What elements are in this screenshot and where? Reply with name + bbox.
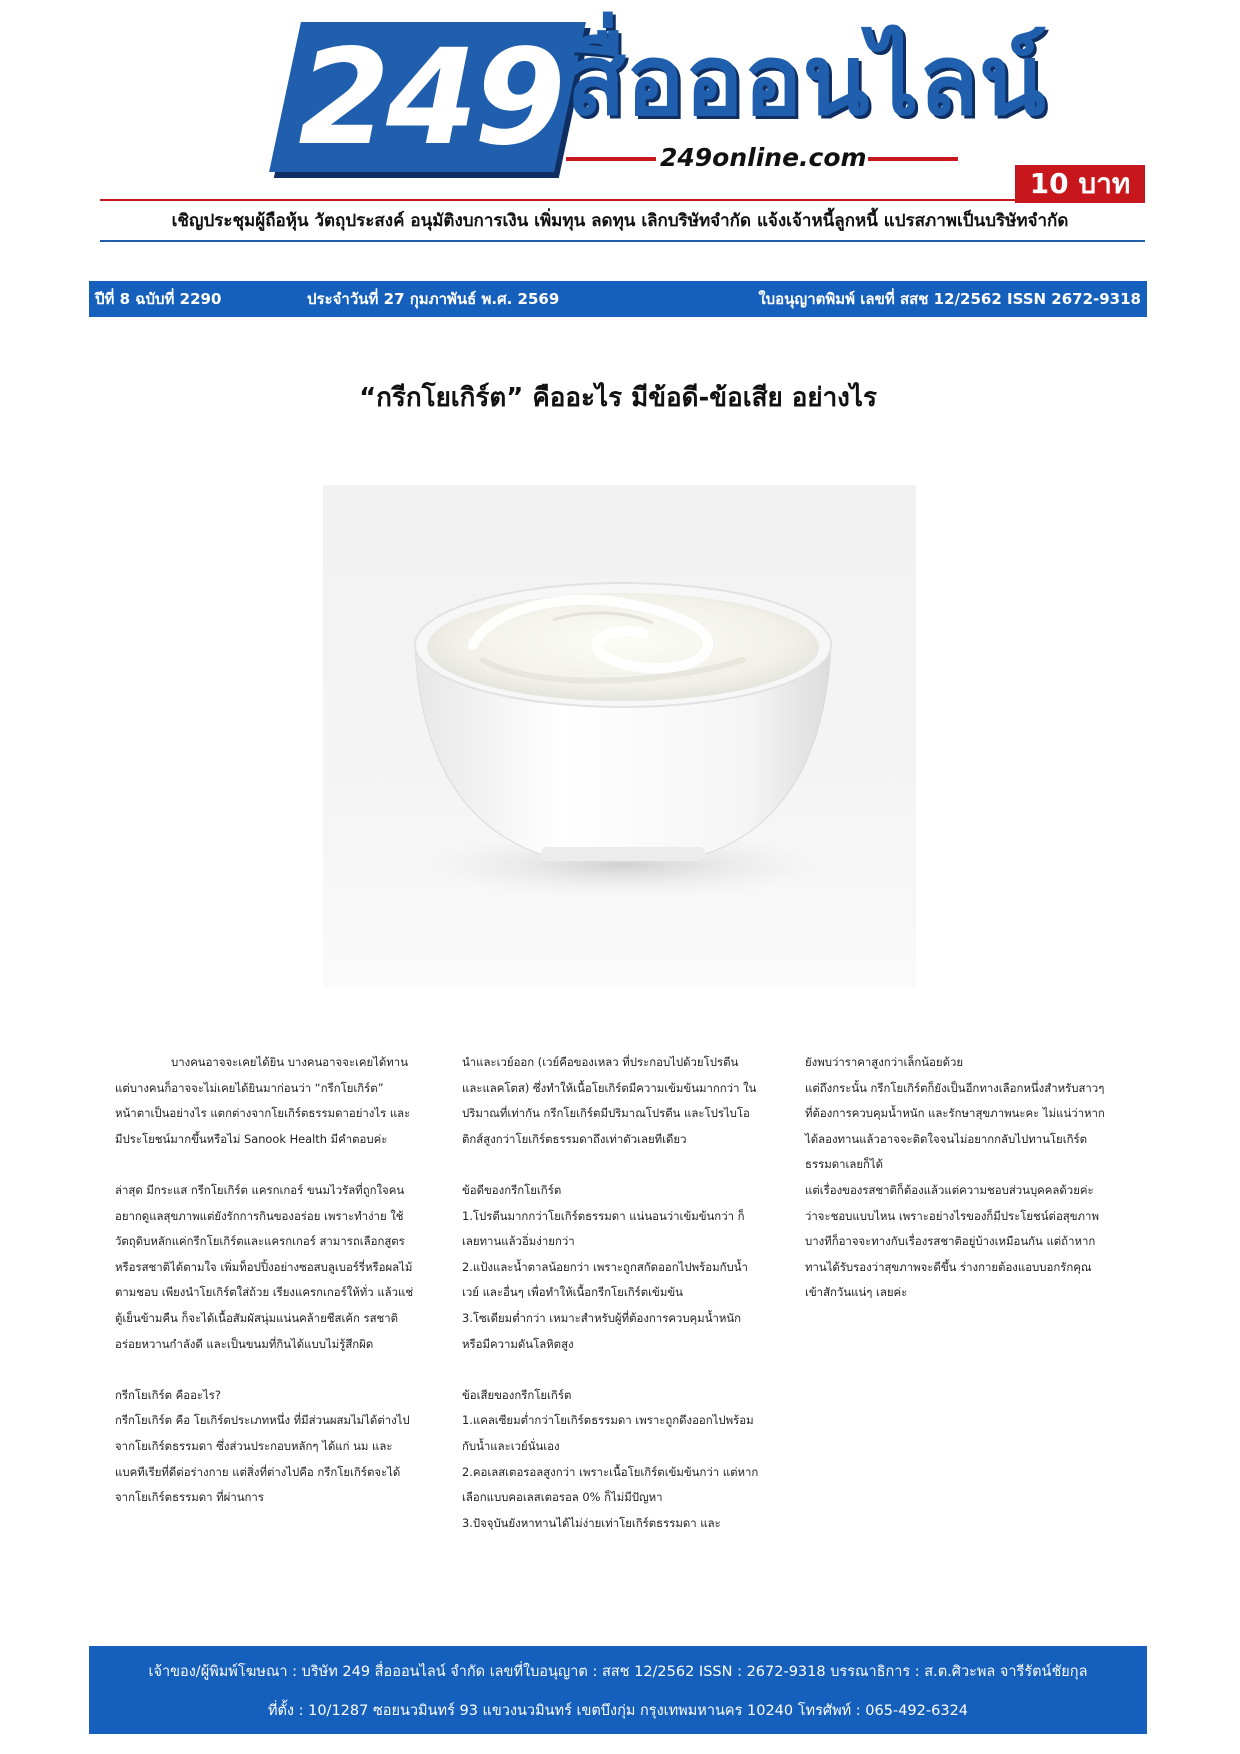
- article-intro: บางคนอาจจะเคยได้ยิน บางคนอาจจะเคยได้ทาน แต่บางคนก็อาจจะไม่เคยได้ยินมาก่อนว่า “กรีกโยเกิร์ต” หน้าตาเป็นอย่างไร แตกต่างจากโยเกิร์ตธรรมดาอย่างไร และมีประโยชน์มากขึ้นหรือไม่ Sanook Health มีคำตอบค่ะ: [115, 1055, 411, 1146]
- article-column-2: [462, 1050, 762, 1536]
- cons-item-3: 3.ปัจจุบันยังหาทานได้ไม่ง่ายเท่าโยเกิร์ตธรรมดา และ: [462, 1515, 721, 1530]
- article-trend-paragraph: ล่าสุด มีกระแส กรีกโยเกิร์ต แครกเกอร์ ขนมไวรัลที่ถูกใจคนอยากดูแลสุขภาพแต่ยังรักการกินของอร่อย เพราะทำง่าย ใช้วัตถุดิบหลักแค่กรีกโยเกิร์ตและแครกเกอร์ สามารถเลือกสูตรหรือรสชาติได้ตามใจ เพิ่มท็อปปิ้งอย่างซอสบลูเบอร์รี่หรือผลไม้ตามชอบ เพียงนำโยเกิร์ตใส่ถ้วย เรียงแครกเกอร์ให้ทั่ว แล้วแช่ตู้เย็นข้ามคืน ก็จะได้เนื้อสัมผัสนุ่มแน่นคล้ายชีสเค้ก รสชาติอร่อยหวานกำลังดี และเป็นขนมที่กินได้แบบไม่รู้สึกผิด: [115, 1182, 414, 1351]
- what-is-heading: กรีกโยเกิร์ต คืออะไร?: [115, 1387, 221, 1402]
- cons-item-1: 1.แคลเซียมต่ำกว่าโยเกิร์ตธรรมดา เพราะถูกดึงออกไปพร้อมกับน้ำและเวย์นั่นเอง: [462, 1413, 754, 1453]
- logo-thai-wordmark: สื่อออนไลน์: [566, 24, 1046, 138]
- logo-domain: 249online.com: [660, 143, 867, 172]
- masthead-tagline: เชิญประชุมผู้ถือหุ้น วัตถุประสงค์ อนุมัติงบการเงิน เพิ่มทุน ลดทุน เลิกบริษัทจำกัด แจ้งเจ้าหนี้ลูกหนี้ แปรสภาพเป็นบริษัทจำกัด: [171, 211, 1069, 231]
- issue-license: ใบอนุญาตพิมพ์ เลขที่ สสช 12/2562 ISSN 2672-9318: [758, 290, 1141, 308]
- masthead-rule-blue: [100, 240, 1145, 242]
- yogurt-bowl-photo: [323, 485, 916, 987]
- pros-heading: ข้อดีของกรีกโยเกิร์ต: [462, 1182, 562, 1197]
- footer-address-line: ที่ตั้ง : 10/1287 ซอยนวมินทร์ 93 แขวงนวมินทร์ เขตบึงกุ่ม กรุงเทพมหานคร 10240 โทรศัพท์ : 065-492-6324: [267, 1703, 969, 1719]
- footer-bar: [89, 1646, 1147, 1734]
- pros-item-2: 2.แป้งและน้ำตาลน้อยกว่า เพราะถูกสกัดออกไปพร้อมกับน้ำ เวย์ และอื่นๆ เพื่อทำให้เนื้อกรีกโยเกิร์ตเข้มข้น: [462, 1259, 748, 1300]
- cons-item-2: 2.คอเลสเตอรอลสูงกว่า เพราะเนื้อโยเกิร์ตเข้มข้นกว่า แต่หากเลือกแบบคอเลสเตอรอล 0% ก็ไม่มีปัญหา: [462, 1464, 759, 1505]
- logo-249-number: 249: [298, 21, 562, 175]
- logo-rule-right: [868, 157, 958, 161]
- continued-paragraph-3: ยังพบว่าราคาสูงกว่าเล็กน้อยด้วย: [805, 1055, 964, 1069]
- article-headline: “กรีกโยเกิร์ต” คืออะไร มีข้อดี-ข้อเสีย อย่างไร: [359, 383, 877, 413]
- issue-bar: [89, 281, 1147, 317]
- what-is-body: กรีกโยเกิร์ต คือ โยเกิร์ตประเภทหนึ่ง ที่มีส่วนผสมไม่ได้ต่างไปจากโยเกิร์ตธรรมดา ซึ่งส่วนประกอบหลักๆ ได้แก่ นม และแบคทีเรียที่ดีต่อร่างกาย แต่สิ่งที่ต่างไปคือ กรีกโยเกิร์ตจะได้จากโยเกิร์ตธรรมดา ที่ผ่านการ: [115, 1413, 410, 1505]
- article-column-1: [115, 1050, 415, 1511]
- article-column-3: [805, 1050, 1105, 1306]
- conclusion-paragraph-1: แต่ถึงกระนั้น กรีกโยเกิร์ตก็ยังเป็นอีกทางเลือกหนึ่งสำหรับสาวๆ ที่ต้องการควบคุมน้ำหนัก และรักษาสุขภาพนะคะ ไม่แน่ว่าหากได้ลองทานแล้วอาจจะติดใจจนไม่อยากกลับไปทานโยเกิร์ตธรรมดาเลยก็ได้: [805, 1080, 1105, 1172]
- price-badge: 10 บาท: [1015, 165, 1145, 203]
- continued-paragraph: นำและเวย์ออก (เวย์คือของเหลว ที่ประกอบไปด้วยโปรตีน และแลคโตส) ซึ่งทำให้เนื้อโยเกิร์ตมีความเข้มข้นมากกว่า ในปริมาณที่เท่ากัน กรีกโยเกิร์ตมีปริมาณโปรตีน และโปรไบโอติกส์สูงกว่าโยเกิร์ตธรรมดาถึงเท่าตัวเลยทีเดียว: [462, 1055, 757, 1146]
- pros-item-3: 3.โซเดียมต่ำกว่า เหมาะสำหรับผู้ที่ต้องการควบคุมน้ำหนัก หรือมีความดันโลหิตสูง: [462, 1310, 742, 1351]
- issue-date: ประจำวันที่ 27 กุมภาพันธ์ พ.ศ. 2569: [307, 290, 560, 308]
- masthead-rule-red: [100, 199, 1145, 201]
- logo-rule-left: [566, 157, 656, 161]
- pros-item-1: 1.โปรตีนมากกว่าโยเกิร์ตธรรมดา แน่นอนว่าเข้มข้นกว่า ก็เลยทานแล้วอิ่มง่ายกว่า: [462, 1208, 745, 1249]
- cons-heading: ข้อเสียของกรีกโยเกิร์ต: [462, 1387, 572, 1402]
- conclusion-paragraph-2: แต่เรื่องของรสชาติก็ต้องแล้วแต่ความชอบส่วนบุคคลด้วยค่ะ ว่าจะชอบแบบไหน เพราะอย่างไรของก็มีประโยชน์ต่อสุขภาพ บางทีก็อาจจะทางกับเรื่องรสชาติอยู่บ้างเหมือนกัน แต่ถ้าหากทานได้รับรองว่าสุขภาพจะดีขึ้น ร่างกายต้องแอบบอกรักคุณเข้าสักวันแน่ๆ เลยค่ะ: [805, 1182, 1099, 1300]
- issue-number: ปีที่ 8 ฉบับที่ 2290: [95, 290, 222, 308]
- footer-owner-line: เจ้าของ/ผู้พิมพ์โฆษณา : บริษัท 249 สื่อออนไลน์ จำกัด เลขที่ใบอนุญาต : สสช 12/2562 ISSN : 2672-9318 บรรณาธิการ : ส.ต.ศิวะพล จารีรัตน์ชัยกุล: [148, 1664, 1088, 1680]
